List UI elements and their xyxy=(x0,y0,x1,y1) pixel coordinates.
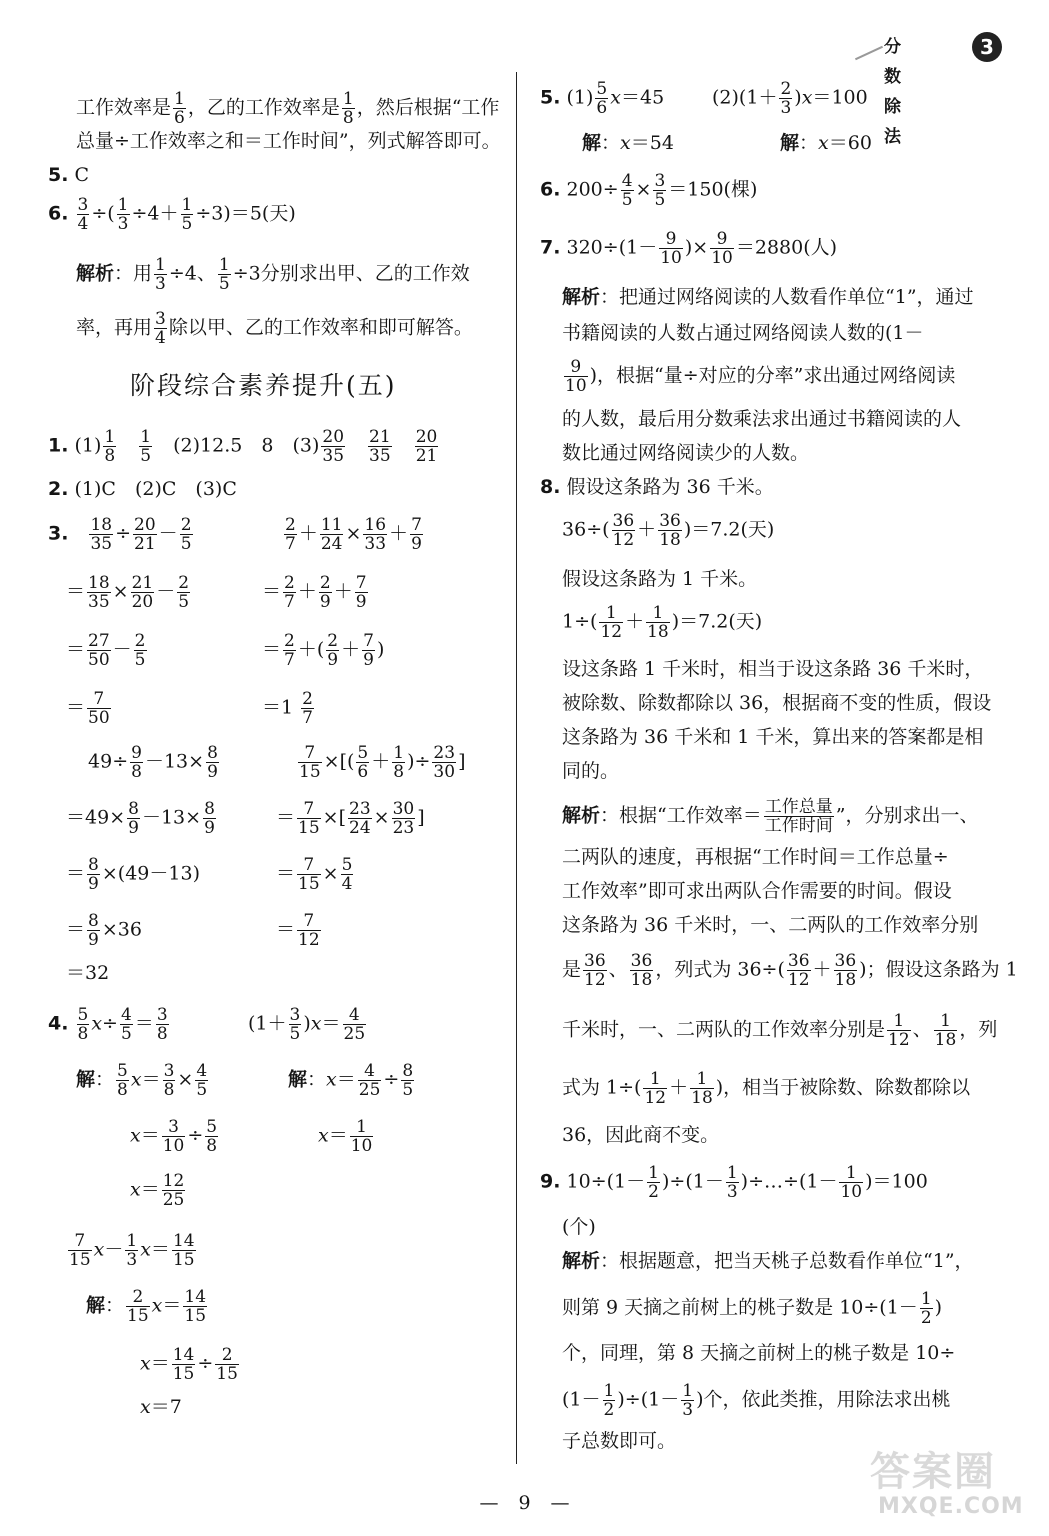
answer-3-d-line-2: ＝ $\frac{7}{15}$ ×[ $\frac{23}{24}$ × $\frac{30}{23}$ ] xyxy=(276,799,425,838)
answer-3-a-line-1: 3. $\frac{18}{35}$ ÷ $\frac{20}{21}$ － $\frac{2}{5}$ xyxy=(48,515,192,554)
answer-r8-calc-2: 1÷( $\frac{1}{12}$ ＋ $\frac{1}{18}$ )＝7.2(天) xyxy=(562,603,763,642)
answer-6-analysis-2: 率，再用 $\frac{3}{4}$ 除以甲、乙的工作效率和即可解答。 xyxy=(76,309,473,348)
answer-3-c-line-5: ＝32 xyxy=(66,962,110,984)
answer-4-b-equation: (1＋ $\frac{3}{5}$ )x＝ $\frac{4}{25}$ xyxy=(248,1005,366,1044)
answer-r8-analysis-4: 这条路为 36 千米时，一、二两队的工作效率分别 xyxy=(562,914,979,936)
header-decoration xyxy=(855,46,883,60)
chapter-number-badge: 3 xyxy=(972,32,1002,62)
answer-r8-analysis-5: 是 $\frac{36}{12}$ 、 $\frac{36}{18}$ ，列式为 36÷( $\frac{36}{12}$ ＋ $\frac{36}{18}$ )；假设这条路为 1 xyxy=(562,951,1018,990)
answer-3-c-line-4: ＝ $\frac{8}{9}$ ×36 xyxy=(66,911,142,950)
answer-6: 6. $\frac{3}{4}$ ÷( $\frac{1}{3}$ ÷4＋ $\frac{1}{5}$ ÷3)＝5(天) xyxy=(48,195,296,234)
answer-r9-analysis-1: 解析：根据题意，把当天桃子总数看作单位“1”， xyxy=(562,1250,974,1272)
answer-4-a-step-1: 解： $\frac{5}{8}$ x＝ $\frac{3}{8}$ × $\frac{4}{5}$ xyxy=(76,1061,208,1100)
answer-4-c-step-3: x＝7 xyxy=(140,1396,182,1418)
answer-r9-analysis-3: 个，同理，第 8 天摘之前树上的桃子数是 10÷ xyxy=(562,1342,956,1364)
answer-6-analysis-1: 解析：用 $\frac{1}{3}$ ÷4、 $\frac{1}{5}$ ÷3分别求出甲、乙的工作效 xyxy=(76,255,470,294)
answer-4-a-equation: 4. $\frac{5}{8}$ x÷ $\frac{4}{5}$ ＝ $\frac{3}{8}$ xyxy=(48,1005,168,1044)
answer-r9-analysis-2: 则第 9 天摘之前树上的桃子数是 10÷(1－ $\frac{1}{2}$ ) xyxy=(562,1289,943,1328)
watermark xyxy=(870,1440,1040,1530)
answer-2: 2. (1)C (2)C (3)C xyxy=(48,478,237,500)
answer-r8-line-6: 同的。 xyxy=(562,760,620,782)
answer-r7-analysis-3: $\frac{9}{10}$ )，根据“量÷对应的分率”求出通过网络阅读 xyxy=(565,357,956,396)
left-line-2: 总量÷工作效率之和＝工作时间”，列式解答即可。 xyxy=(76,130,501,152)
answer-4-c-step-1: 解： $\frac{2}{15}$ x＝ $\frac{14}{15}$ xyxy=(86,1287,207,1326)
left-line-1: 工作效率是 $\frac{1}{6}$ ，乙的工作效率是 $\frac{1}{8}$ ，然后根据“工作 xyxy=(76,89,500,128)
answer-3-c-line-2: ＝49× $\frac{8}{9}$ －13× $\frac{8}{9}$ xyxy=(66,799,215,838)
watermark-site: MXQE.COM xyxy=(878,1494,1024,1519)
answer-3-d-line-3: ＝ $\frac{7}{15}$ × $\frac{5}{4}$ xyxy=(276,855,353,894)
answer-r8-line-4: 被除数、除数都除以 36，根据商不变的性质，假设 xyxy=(562,692,992,714)
answer-4-c-equation: $\frac{7}{15}$ x－ $\frac{1}{3}$ x＝ $\frac{14}{15}$ xyxy=(69,1231,195,1270)
answer-r9-unit: (个) xyxy=(562,1216,596,1238)
answer-r8-analysis-1: 解析：根据“工作效率＝ 工作总量 工作时间 ”，分别求出一、 xyxy=(562,797,979,836)
answer-r5-solution-1: 解：x＝54 xyxy=(582,132,674,154)
answer-4-a-step-2: x＝ $\frac{3}{10}$ ÷ $\frac{5}{8}$ xyxy=(130,1117,218,1156)
answer-r9-analysis-4: (1－ $\frac{1}{2}$ )÷(1－ $\frac{1}{3}$ )个，依此类推，用除法求出桃 xyxy=(562,1381,951,1420)
chapter-title: 分数除法 xyxy=(884,37,901,147)
answer-3-b-line-4: ＝1 $\frac{2}{7}$ xyxy=(262,689,313,728)
answer-3-a-line-4: ＝ $\frac{7}{50}$ xyxy=(66,689,110,728)
answer-r5-equation-2: (2)(1＋ $\frac{2}{3}$ )x＝100 xyxy=(712,79,868,118)
answer-r7-analysis-4: 的人数，最后用分数乘法求出通过书籍阅读的人 xyxy=(562,408,962,430)
answer-4-a-step-3: x＝ $\frac{12}{25}$ xyxy=(130,1171,185,1210)
column-divider xyxy=(516,72,517,1464)
answer-r8-analysis-6: 千米时，一、二两队的工作效率分别是 $\frac{1}{12}$ 、 $\frac{1}{18}$ ，列 xyxy=(562,1011,998,1050)
answer-r9-analysis-5: 子总数即可。 xyxy=(562,1430,677,1452)
answer-r6: 6. 200÷ $\frac{4}{5}$ × $\frac{3}{5}$ ＝150(棵) xyxy=(540,171,758,210)
answer-3-b-line-1: $\frac{2}{7}$ ＋ $\frac{11}{24}$ × $\frac{16}{33}$ ＋ $\frac{7}{9}$ xyxy=(285,515,422,554)
answer-3-b-line-2: ＝ $\frac{2}{7}$ ＋ $\frac{2}{9}$ ＋ $\frac{7}{9}$ xyxy=(262,573,367,612)
answer-r8-line-3: 设这条路 1 千米时，相当于设这条路 36 千米时， xyxy=(562,658,984,680)
answer-r8-analysis-7: 式为 1÷( $\frac{1}{12}$ ＋ $\frac{1}{18}$ )，相当于被除数、除数都除以 xyxy=(562,1069,971,1108)
answer-4-b-step-1: 解：x＝ $\frac{4}{25}$ ÷ $\frac{8}{5}$ xyxy=(288,1061,414,1100)
answer-3-c-line-3: ＝ $\frac{8}{9}$ ×(49－13) xyxy=(66,855,200,894)
answer-r7-analysis-5: 数比通过网络阅读少的人数。 xyxy=(562,442,810,464)
answer-5: 5. C xyxy=(48,164,90,186)
answer-r8-line-5: 这条路为 36 千米和 1 千米，算出来的答案都是相 xyxy=(562,726,984,748)
section-title: 阶段综合素养提升(五) xyxy=(130,371,397,400)
answer-r5-equations: 5. (1) $\frac{5}{6}$ x＝45 xyxy=(540,79,665,118)
answer-3-b-line-3: ＝ $\frac{2}{7}$ ＋( $\frac{2}{9}$ ＋ $\frac{7}{9}$ ) xyxy=(262,631,385,670)
answer-4-b-step-2: x＝ $\frac{1}{10}$ xyxy=(318,1117,373,1156)
page-number: — 9 — xyxy=(479,1492,570,1514)
answer-3-a-line-2: ＝ $\frac{18}{35}$ × $\frac{21}{20}$ － $\frac{2}{5}$ xyxy=(66,573,190,612)
watermark-logo: 答案圈 xyxy=(870,1449,996,1495)
answer-3-a-line-3: ＝ $\frac{27}{50}$ － $\frac{2}{5}$ xyxy=(66,631,146,670)
answer-1: 1. (1) $\frac{1}{8}$ $\frac{1}{5}$ (2)12.5 8 (3) $\frac{20}{35}$ $\frac{21}{35}$ $\frac{20}{21}$ xyxy=(48,427,438,466)
answer-r8: 8. 假设这条路为 36 千米。 xyxy=(540,476,774,498)
answer-r7-analysis-2: 书籍阅读的人数占通过网络阅读人数的(1－ xyxy=(562,322,924,344)
answer-3-c-line-1: 49÷ $\frac{9}{8}$ －13× $\frac{8}{9}$ xyxy=(88,743,218,782)
answer-r7-analysis-1: 解析：把通过网络阅读的人数看作单位“1”，通过 xyxy=(562,286,974,308)
answer-r8-analysis-3: 工作效率”即可求出两队合作需要的时间。假设 xyxy=(562,880,952,902)
answer-r8-calc-1: 36÷( $\frac{36}{12}$ ＋ $\frac{36}{18}$ )＝7.2(天) xyxy=(562,511,775,550)
answer-r9: 9. 10÷(1－ $\frac{1}{2}$ )÷(1－ $\frac{1}{3}$ )÷…÷(1－ $\frac{1}{10}$ )＝100 xyxy=(540,1163,928,1202)
answer-r8-analysis-2: 二两队的速度，再根据“工作时间＝工作总量÷ xyxy=(562,846,949,868)
answer-r8-line-2: 假设这条路为 1 千米。 xyxy=(562,568,758,590)
answer-4-c-step-2: x＝ $\frac{14}{15}$ ÷ $\frac{2}{15}$ xyxy=(140,1345,238,1384)
answer-r7: 7. 320÷(1－ $\frac{9}{10}$ )× $\frac{9}{10}$ ＝2880(人) xyxy=(540,229,838,268)
answer-r8-analysis-8: 36，因此商不变。 xyxy=(562,1124,720,1146)
answer-3-d-line-1: $\frac{7}{15}$ ×[( $\frac{5}{6}$ ＋ $\frac{1}{8}$ )÷ $\frac{23}{30}$ ] xyxy=(299,743,466,782)
answer-r5-solution-2: 解：x＝60 xyxy=(780,132,872,154)
answer-3-d-line-4: ＝ $\frac{7}{12}$ xyxy=(276,911,320,950)
